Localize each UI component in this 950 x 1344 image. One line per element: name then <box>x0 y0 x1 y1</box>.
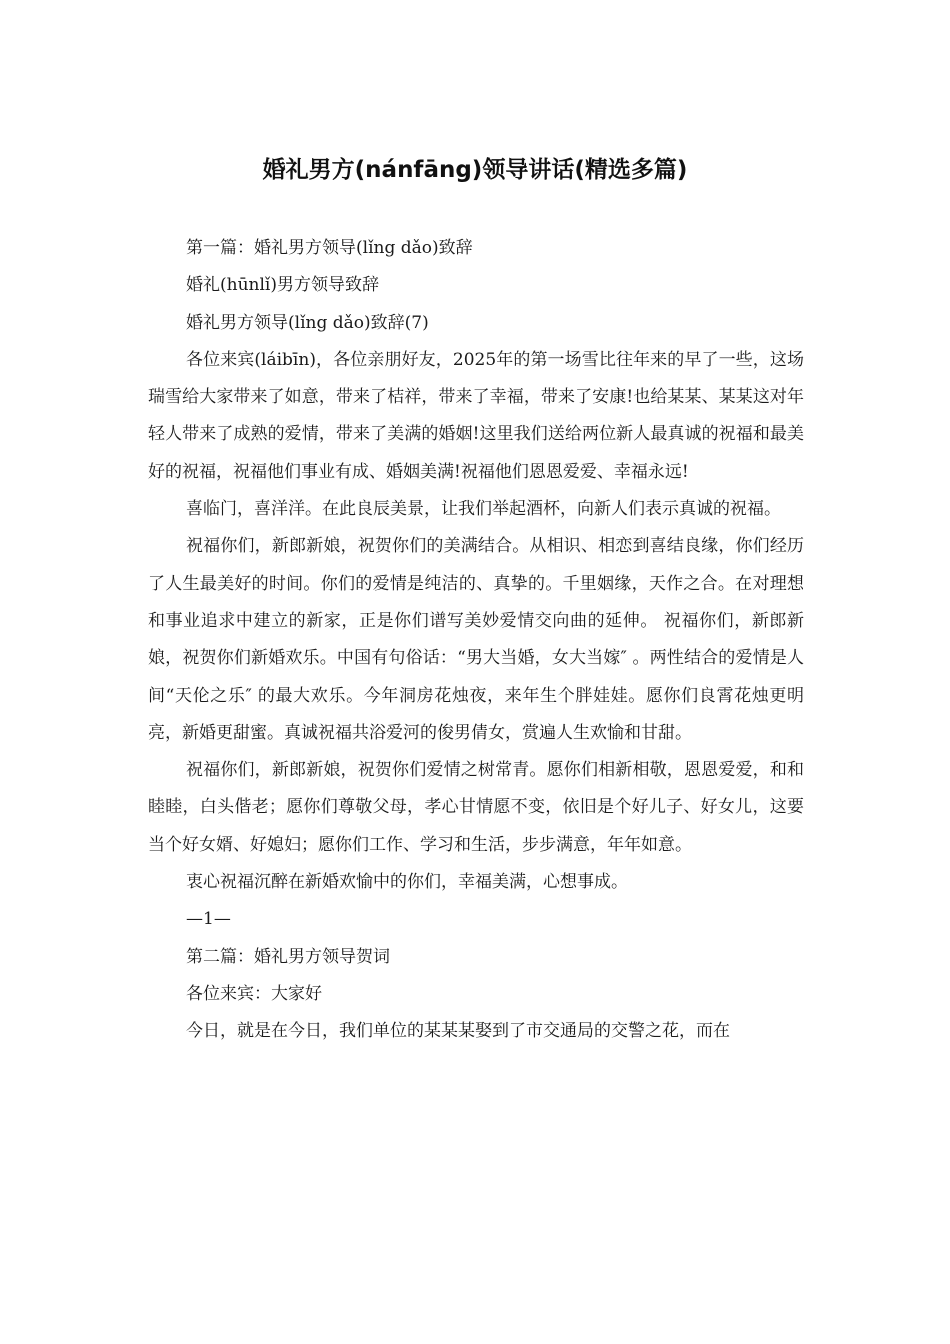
body-paragraph: 祝福你们，新郎新娘，祝贺你们的美满结合。从相识、相恋到喜结良缘，你们经历了人生最美好的时间。你们的爱情是纯洁的、真挚的。千里姻缘，天作之合。在对理想和事业追求中建立的新家，正是你们谱写美妙爱情交向曲的延伸。 祝福你们，新郎新娘，祝贺你们新婚欢乐。中国有句俗话：“男大当婚，女大当嫁″ 。两性结合的爱情是人间“天伦之乐″ 的最大欢乐。今年洞房花烛夜，来年生个胖娃娃。愿你们良霄花烛更明亮，新婚更甜蜜。真诚祝福共浴爱河的俊男倩女，赏遍人生欢愉和甘甜。 <box>148 536 804 743</box>
heading-part-two: 第二篇：婚礼男方领导贺词 <box>186 946 390 967</box>
heading-part-one: 第一篇：婚礼男方领导(lǐng dǎo)致辞 <box>186 238 473 258</box>
subheading: 婚礼(hūnlǐ)男方领导致辞 <box>186 275 379 296</box>
document-title: 婚礼男方(nánfāng)领导讲话(精选多篇) <box>262 157 688 183</box>
body-paragraph: 祝福你们，新郎新娘，祝贺你们爱情之树常青。愿你们相新相敬，恩恩爱爱，和和睦睦，白头偕老；愿你们尊敬父母，孝心甘情愿不变，依旧是个好儿子、好女儿，这要当个好女婿、好媳妇；愿你们工作、学习和生活，步步满意，年年如意。 <box>148 760 804 855</box>
greeting: 各位来宾：大家好 <box>186 983 322 1004</box>
page-number: —1— <box>186 909 231 930</box>
document-body <box>148 230 804 1051</box>
body-paragraph: 今日，就是在今日，我们单位的某某某娶到了市交通局的交警之花，而在 <box>186 1021 730 1042</box>
body-paragraph: 喜临门，喜洋洋。在此良辰美景，让我们举起酒杯，向新人们表示真诚的祝福。 <box>186 499 781 520</box>
body-paragraph: 各位来宾(láibīn)，各位亲朋好友，2025年的第一场雪比往年来的早了一些，这场瑞雪给大家带来了如意，带来了桔祥，带来了幸福，带来了安康!也给某某、某某这对年轻人带来了成熟的爱情，带来了美满的婚姻!这里我们送给两位新人最真诚的祝福和最美好的祝福，祝福他们事业有成、婚姻美满!祝福他们恩恩爱爱、幸福永远! <box>148 349 804 482</box>
subheading: 婚礼男方领导(lǐng dǎo)致辞(7) <box>186 312 429 333</box>
body-paragraph: 衷心祝福沉醉在新婚欢愉中的你们，幸福美满，心想事成。 <box>186 872 628 893</box>
